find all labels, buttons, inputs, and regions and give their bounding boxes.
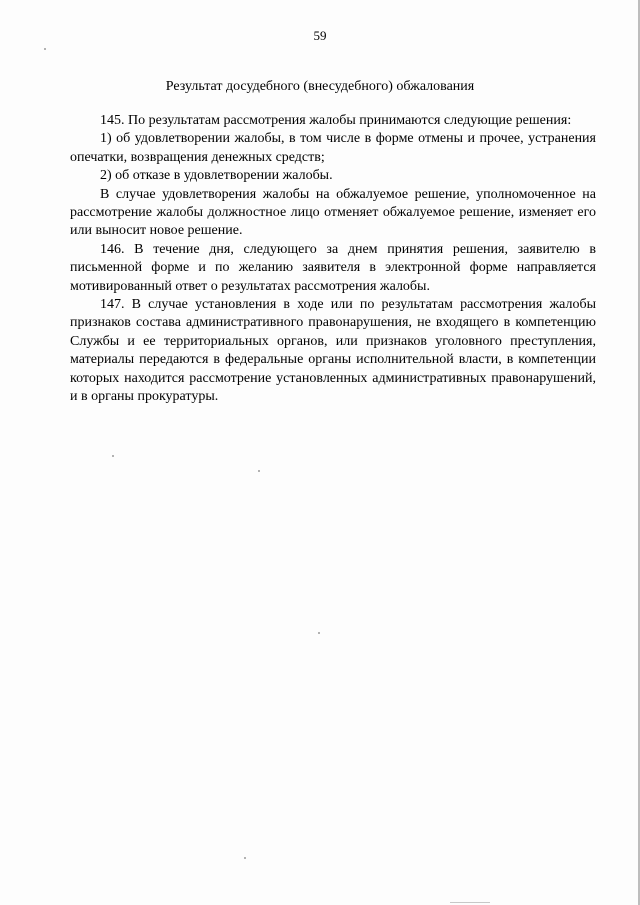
paragraph-146: 146. В течение дня, следующего за днем принятия решения, заявителю в письменной форме и по желанию заявителя в электронной форме направляется мотивированный ответ о результатах рассмотрения жалобы. bbox=[70, 241, 596, 294]
scan-speck bbox=[244, 857, 246, 859]
paragraph-145: 145. По результатам рассмотрения жалобы принимаются следующие решения: bbox=[100, 113, 572, 128]
scan-speck bbox=[112, 455, 114, 457]
paragraph-145-satisfaction-case: В случае удовлетворения жалобы на обжалуемое решение, уполномоченное на рассмотрение жалобы должностное лицо отменяет обжалуемое решение, изменяет его или выносит новое решение. bbox=[70, 186, 596, 239]
paragraph-145-item-2: 2) об отказе в удовлетворении жалобы. bbox=[100, 168, 333, 184]
section-title: Результат досудебного (внесудебного) обжалования bbox=[165, 79, 475, 94]
scan-speck bbox=[318, 632, 320, 634]
scan-speck bbox=[450, 902, 490, 903]
body-text bbox=[70, 112, 596, 407]
paragraph-147: 147. В случае установления в ходе или по результатам рассмотрения жалобы признаков состава административного правонарушения, не входящего в компетенцию Службы и ее территориальных органов, или признаков уголовного преступления, материалы передаются в федеральные органы исполнительной власти, в компетенции которых находится рассмотрение установленных административных правонарушений, и в органы прокуратуры. bbox=[70, 297, 596, 405]
scan-speck bbox=[44, 48, 46, 50]
scan-speck bbox=[258, 470, 260, 472]
page-number: 59 bbox=[313, 28, 327, 43]
paragraph-145-item-1: 1) об удовлетворении жалобы, в том числе в форме отмены и прочее, устранения опечатки, возвращения денежных средств; bbox=[70, 131, 596, 165]
